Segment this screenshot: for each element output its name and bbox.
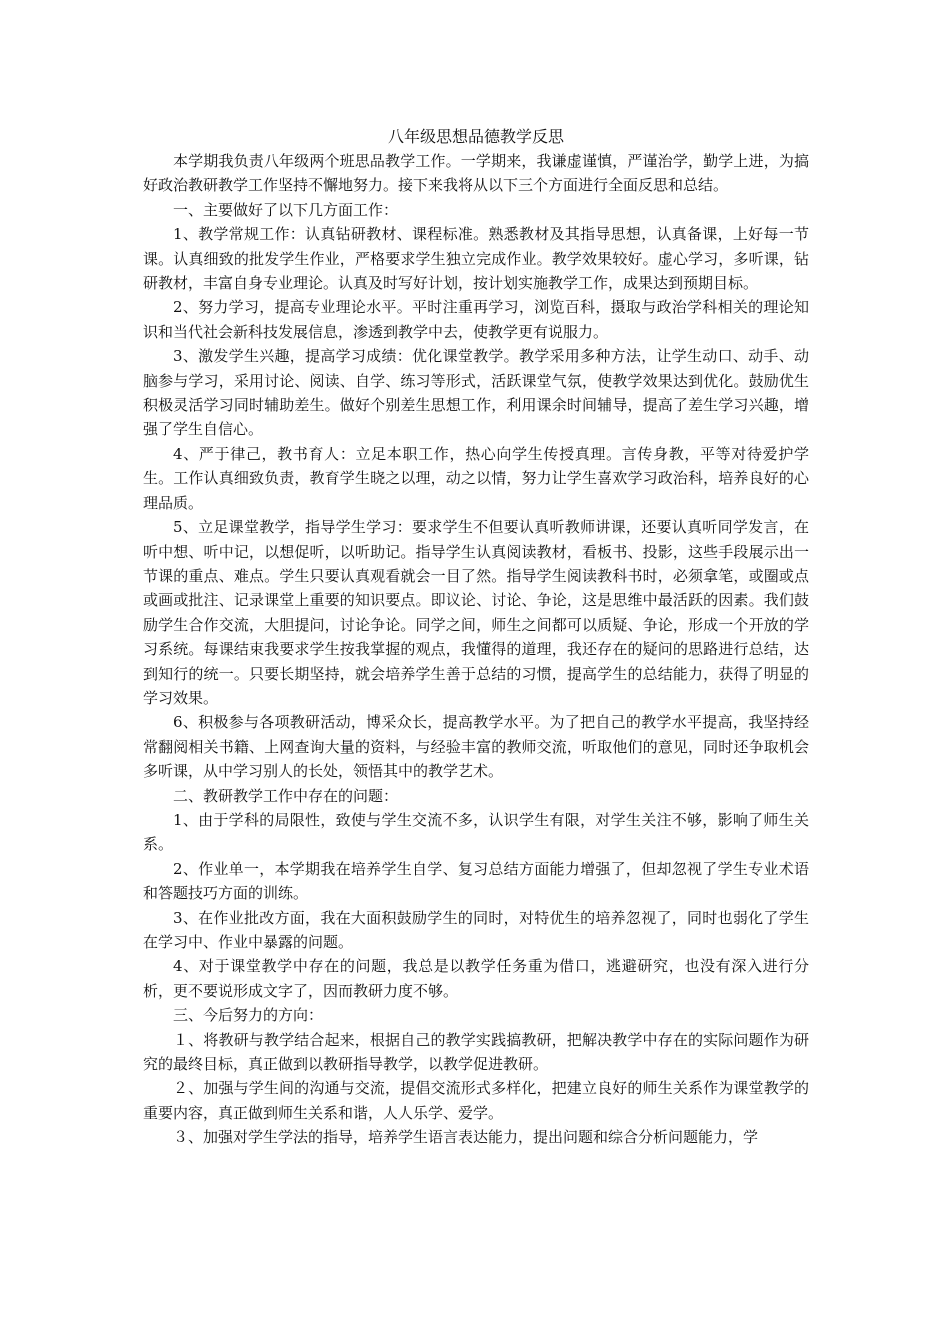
paragraph-problem-4: 4、对于课堂教学中存在的问题，我总是以教学任务重为借口，逃避研究，也没有深入进行分析，更不要说形成文字了，因而教研力度不够。 bbox=[143, 957, 809, 1000]
paragraph-work-item-1: 1、教学常规工作：认真钻研教材、课程标准。熟悉教材及其指导思想，认真备课，上好每一节课。认真细致的批发学生作业，严格要求学生独立完成作业。教学效果较好。虚心学习，多听课，钻研教材，丰富自身专业理论。认真及时写好计划，按计划实施教学工作，成果达到预期目标。 bbox=[143, 225, 809, 293]
paragraph-future-2: ２、加强与学生间的沟通与交流，提倡交流形式多样化，把建立良好的师生关系作为课堂教学的重要内容，真正做到师生关系和谐，人人乐学、爱学。 bbox=[143, 1079, 809, 1122]
paragraph-problem-2: 2、作业单一，本学期我在培养学生自学、复习总结方面能力增强了，但却忽视了学生专业术语和答题技巧方面的训练。 bbox=[143, 859, 809, 903]
paragraph-future-3: ３、加强对学生学法的指导，培养学生语言表达能力，提出问题和综合分析问题能力，学 bbox=[173, 1128, 759, 1147]
paragraph-problem-1: 1、由于学科的局限性，致使与学生交流不多，认识学生有限，对学生关注不够，影响了师生关系。 bbox=[143, 810, 809, 854]
paragraph-problem-3: 3、在作业批改方面，我在大面积鼓励学生的同时，对特优生的培养忽视了，同时也弱化了学生在学习中、作业中暴露的问题。 bbox=[143, 908, 809, 951]
paragraph-work-item-2: 2、努力学习，提高专业理论水平。平时注重再学习，浏览百科，摄取与政治学科相关的理论知识和当代社会新科技发展信息，渗透到教学中去，使教学更有说服力。 bbox=[143, 298, 809, 341]
paragraph-intro: 本学期我负责八年级两个班思品教学工作。一学期来，我谦虚谨慎，严谨治学，勤学上进，为搞好政治教研教学工作坚持不懈地努力。接下来我将从以下三个方面进行全面反思和总结。 bbox=[143, 152, 809, 195]
paragraph-future-1: １、将教研与教学结合起来，根据自己的教学实践搞教研，把解决教学中存在的实际问题作为研究的最终目标，真正做到以教研指导教学，以教学促进教研。 bbox=[143, 1030, 809, 1074]
paragraph-work-item-4: 4、严于律己，教书育人：立足本职工作，热心向学生传授真理。言传身教，平等对待爱护学生。工作认真细致负责，教育学生晓之以理，动之以情，努力让学生喜欢学习政治科，培养良好的心理品质。 bbox=[143, 444, 809, 512]
section-heading-future: 三、今后努力的方向： bbox=[173, 1006, 324, 1025]
document-body bbox=[143, 125, 809, 1150]
document-title: 八年级思想品德教学反思 bbox=[387, 127, 564, 146]
paragraph-work-item-5: 5、立足课堂教学，指导学生学习：要求学生不但要认真听教师讲课，还要认真听同学发言，在听中想、听中记，以想促听，以听助记。指导学生认真阅读教材，看板书、投影，这些手段展示出一节课的重点、难点。学生只要认真观看就会一目了然。指导学生阅读教科书时，必须拿笔，或圈或点或画或批注、记录课堂上重要的知识要点。即议论、讨论、争论，这是思维中最活跃的因素。我们鼓励学生合作交流，大胆提问，讨论争论。同学之间，师生之间都可以质疑、争论，形成一个开放的学习系统。每课结束我要求学生按我掌握的观点，我懂得的道理，我还存在的疑问的思路进行总结，达到知行的统一。只要长期坚持，就会培养学生善于总结的习惯，提高学生的总结能力，获得了明显的学习效果。 bbox=[143, 518, 809, 707]
paragraph-work-item-3: 3、激发学生兴趣，提高学习成绩：优化课堂教学。教学采用多种方法，让学生动口、动手、动脑参与学习，采用讨论、阅读、自学、练习等形式，活跃课堂气氛，使教学效果达到优化。鼓励优生积极灵活学习同时辅助差生。做好个别差生思想工作，利用课余时间辅导，提高了差生学习兴趣，增强了学生自信心。 bbox=[143, 347, 809, 439]
section-heading-work-done: 一、主要做好了以下几方面工作： bbox=[173, 200, 399, 219]
section-heading-problems: 二、教研教学工作中存在的问题： bbox=[173, 786, 399, 805]
paragraph-work-item-6: 6、积极参与各项教研活动，博采众长，提高教学水平。为了把自己的教学水平提高，我坚持经常翻阅相关书籍、上网查询大量的资料，与经验丰富的教师交流，听取他们的意见，同时还争取机会多听课，从中学习别人的长处，领悟其中的教学艺术。 bbox=[143, 713, 809, 781]
